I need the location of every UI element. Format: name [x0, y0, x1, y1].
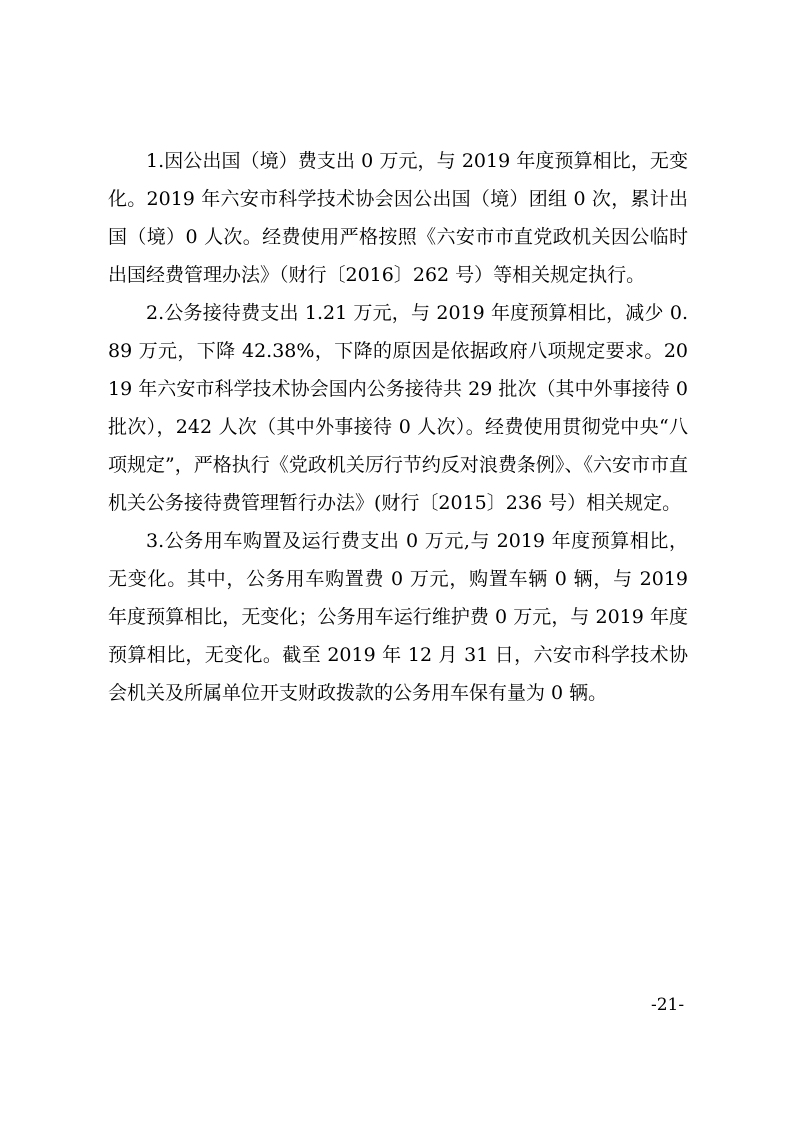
- paragraph-overseas-travel-expense: 1.因公出国（境）费支出 0 万元，与 2019 年度预算相比，无变化。2019 年六安市科学技术协会因公出国（境）团组 0 次，累计出国（境）0 人次。经费使用严格按照《六安市市直党政机关因公临时出国经费管理办法》（财行〔2016〕262 号）等相关规定执行。: [108, 150, 688, 286]
- paragraph-official-reception-expense: 2.公务接待费支出 1.21 万元，与 2019 年度预算相比，减少 0.89 万元，下降 42.38%，下降的原因是依据政府八项规定要求。2019 年六安市科学技术协会国内公务接待共 29 批次（其中外事接待 0 批次），242 人次（其中外事接待 0 人次）。经费使用贯彻党中央“八项规定”，严格执行《党政机关厉行节约反对浪费条例》、《六安市市直机关公务接待费管理暂行办法》(财行〔2015〕236 号）相关规定。: [108, 302, 688, 514]
- body-text: [108, 142, 688, 712]
- page-number: -21-: [651, 995, 685, 1015]
- paragraph-official-vehicle-expense: 3.公务用车购置及运行费支出 0 万元,与 2019 年度预算相比，无变化。其中，公务用车购置费 0 万元，购置车辆 0 辆，与 2019 年度预算相比，无变化；公务用车运行维护费 0 万元，与 2019 年度预算相比，无变化。截至 2019 年 12 月 31 日，六安市科学技术协会机关及所属单位开支财政拨款的公务用车保有量为 0 辆。: [108, 530, 688, 704]
